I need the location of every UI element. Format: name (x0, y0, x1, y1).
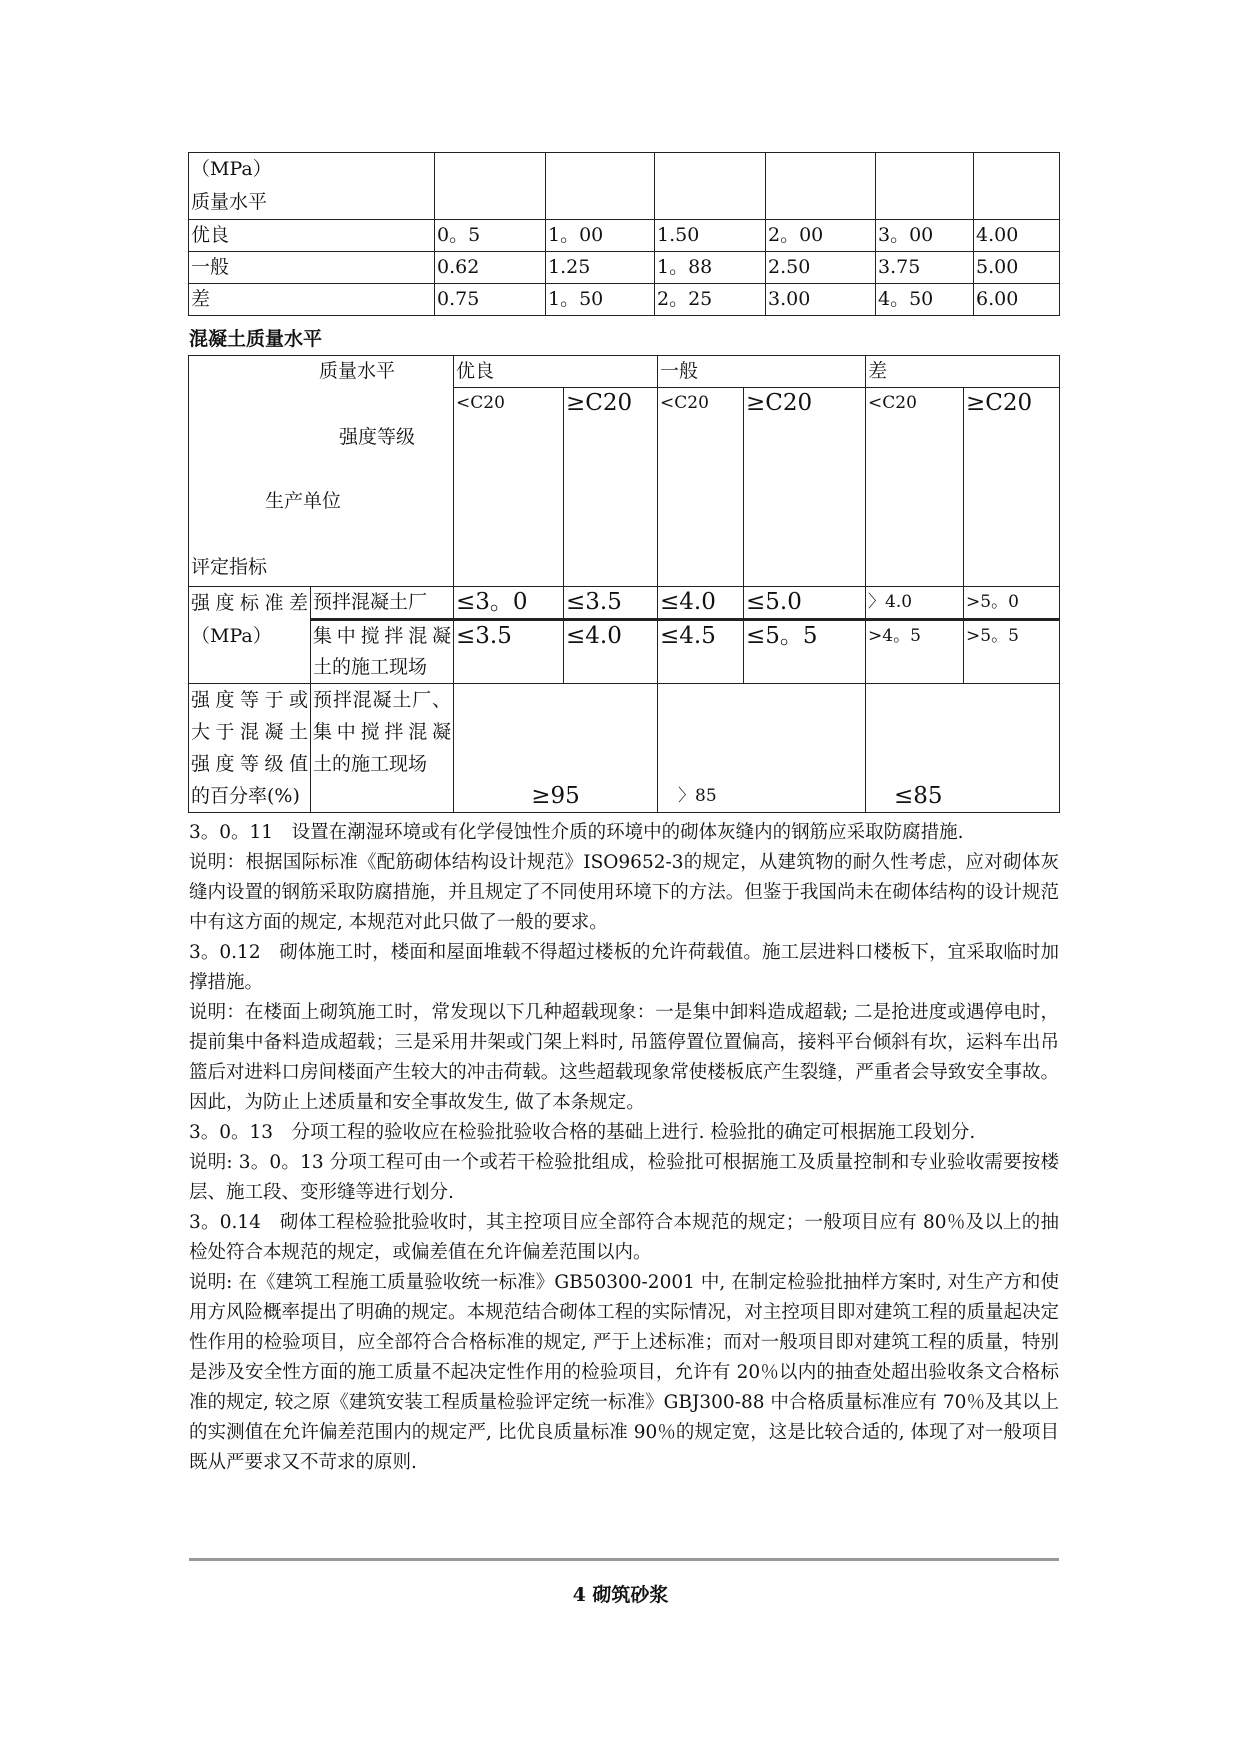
level-header: 一般 (658, 356, 866, 388)
rate-label-line: 大于混凝土 (191, 721, 308, 743)
note-3-0-14: 说明: 在《建筑工程施工质量验收统一标准》GB50300-2001 中, 在制定检验批抽样方案时, 对生产方和使用方风险概率提出了明确的规定。本规范结合砌体工程的实际情况，对主控项目即对建筑工程的质量起决定性作用的检验项目，应全部符合合格标准的规定, 严于上述标准；而对一般项目即对建筑工程的质量，特别是涉及安全性方面的施工质量不起决定性作用的检验项目，允许有 20％以内的抽查处超出验收条文合格标准的规定, 较之原《建筑安装工程质量检验评定统一标准》GBJ300-88 中合格质量标准应有 70％及其以上的实测值在允许偏差范围内的规定严, 比优良质量标准 90％的规定宽，这是比较合适的, 体现了对一般项目既从严要求又不苛求的原则. (189, 1272, 1059, 1473)
clause-3-0-12: 3。0.12 砌体施工时，楼面和屋面堆载不得超过楼板的允许荷载值。施工层进料口楼板下，宜采取临时加撑措施。 (189, 942, 1059, 993)
table-cell: 0。5 (435, 220, 546, 252)
level-header: 优良 (454, 356, 658, 388)
table-cell: ≤5。5 (744, 620, 866, 684)
grade-header: ≥C20 (744, 388, 866, 587)
note-3-0-13: 说明: 3。0。13 分项工程可由一个或若干检验批组成，检验批可根据施工及质量控制和专业验收需要按楼层、施工段、变形缝等进行划分. (189, 1152, 1059, 1203)
level-header: 差 (866, 356, 1060, 388)
table-cell (974, 153, 1060, 220)
row-label: 一般 (189, 252, 435, 284)
table-cell: 0.75 (435, 284, 546, 316)
rate-label-line: 强度等于或 (191, 689, 308, 711)
producer-label-line: 集中搅拌混凝 (313, 625, 451, 647)
rate-producer-line: 土的施工现场 (313, 753, 428, 775)
table-cell: 5.00 (974, 252, 1060, 284)
rate-producer-cell (311, 684, 454, 813)
grade-header: ≥C20 (564, 388, 658, 587)
table-cell: 2.50 (766, 252, 876, 284)
table-row (189, 356, 1060, 388)
table-row (189, 620, 1060, 684)
table-cell: 2。00 (766, 220, 876, 252)
producer-label: 预拌混凝土厂 (311, 587, 454, 620)
table-cell: 0.62 (435, 252, 546, 284)
table-cell (435, 153, 546, 220)
table-cell: ≤3.5 (454, 620, 564, 684)
table-cell: 1.25 (546, 252, 655, 284)
body-text (189, 818, 1059, 1478)
table-cell: 1。50 (546, 284, 655, 316)
table-cell: 3.00 (766, 284, 876, 316)
corner-header-cell (189, 356, 454, 587)
std-dev-label: 强度标准差 (191, 592, 308, 614)
corner-index: 评定指标 (191, 556, 268, 578)
corner-strength-grade: 强度等级 (339, 426, 416, 448)
table-cell: ≤3.5 (564, 587, 658, 620)
producer-label-cell (311, 620, 454, 684)
grade-header: <C20 (658, 388, 744, 587)
table-cell: 〉4.0 (866, 587, 964, 620)
table-cell: ≤3。0 (454, 587, 564, 620)
row-label: 优良 (189, 220, 435, 252)
corner-producer: 生产单位 (265, 490, 342, 512)
table-cell: 2。25 (655, 284, 766, 316)
rate-label-line: 强度等级值 (191, 753, 308, 775)
table-title: 混凝土质量水平 (189, 328, 323, 350)
table-row (189, 220, 1060, 252)
section-divider (189, 1558, 1059, 1561)
clause-3-0-14: 3。0.14 砌体工程检验批验收时，其主控项目应全部符合本规范的规定；一般项目应有 80％及以上的抽检处符合本规范的规定，或偏差值在允许偏差范围以内。 (189, 1212, 1059, 1263)
rate-producer-line: 集中搅拌混凝 (313, 721, 451, 743)
clause-3-0-13: 3。0。13 分项工程的验收应在检验批验收合格的基础上进行. 检验批的确定可根据施工段划分. (189, 1122, 976, 1143)
corner-quality-level: 质量水平 (319, 360, 396, 382)
rate-producer-line: 预拌混凝土厂、 (313, 689, 451, 711)
table-row (189, 587, 1060, 620)
rate-value-cell: ≥95 (454, 684, 658, 813)
table-cell: 1。00 (546, 220, 655, 252)
table1-header-quality: 质量水平 (191, 191, 268, 213)
note-3-0-12: 说明：在楼面上砌筑施工时，常发现以下几种超载现象：一是集中卸料造成超载; 二是抢进度或遇停电时，提前集中备料造成超载；三是采用井架或门架上料时, 吊篮停置位置偏高，接料平台倾斜有坎，运料车出吊篮后对进料口房间楼面产生较大的冲击荷载。这些超载现象常使楼板底产生裂缝，严重者会导致安全事故。因此，为防止上述质量和安全事故发生, 做了本条规定。 (189, 1002, 1059, 1113)
table-cell: ≤4.0 (658, 587, 744, 620)
table1-header-unit: （MPa） (191, 158, 272, 180)
table-cell: 4。50 (876, 284, 974, 316)
table-row (189, 252, 1060, 284)
table-cell: >4。5 (866, 620, 964, 684)
table-cell: 3。00 (876, 220, 974, 252)
chapter-title: 4 砌筑砂浆 (572, 1584, 669, 1606)
table-cell (655, 153, 766, 220)
table-cell: ≤4.0 (564, 620, 658, 684)
concrete-std-table (188, 152, 1060, 316)
table-row (189, 284, 1060, 316)
table-row (189, 153, 1060, 220)
std-dev-unit: （MPa） (191, 625, 272, 647)
row-label: 差 (189, 284, 435, 316)
table-cell (876, 153, 974, 220)
table-cell: 3.75 (876, 252, 974, 284)
table-row (189, 684, 1060, 813)
note-3-0-11: 说明：根据国际标准《配筋砌体结构设计规范》ISO9652-3的规定，从建筑物的耐久性考虑，应对砌体灰缝内设置的钢筋采取防腐措施，并且规定了不同使用环境下的方法。但鉴于我国尚未在砌体结构的设计规范中有这方面的规定, 本规范对此只做了一般的要求。 (189, 852, 1059, 933)
producer-label-line: 土的施工现场 (313, 656, 428, 678)
table-cell: ≤5.0 (744, 587, 866, 620)
rate-label-line: 的百分率(%) (191, 785, 300, 807)
table-cell: 4.00 (974, 220, 1060, 252)
table-cell: 1.50 (655, 220, 766, 252)
table-cell: 6.00 (974, 284, 1060, 316)
table-cell: >5。5 (964, 620, 1060, 684)
rate-value-cell: 〉85 (658, 684, 866, 813)
table-cell: >5。0 (964, 587, 1060, 620)
grade-header: <C20 (866, 388, 964, 587)
table-cell: 1。88 (655, 252, 766, 284)
rate-label-cell (189, 684, 311, 813)
rate-value-cell: ≤85 (866, 684, 1060, 813)
std-dev-label-cell (189, 587, 311, 684)
grade-header: ≥C20 (964, 388, 1060, 587)
clause-3-0-11: 3。0。11 设置在潮湿环境或有化学侵蚀性介质的环境中的砌体灰缝内的钢筋应采取防腐措施. (189, 822, 964, 843)
table-cell (546, 153, 655, 220)
table1-header-cell (189, 153, 435, 220)
table-cell (766, 153, 876, 220)
concrete-quality-table (188, 355, 1060, 813)
table-cell: ≤4.5 (658, 620, 744, 684)
grade-header: <C20 (454, 388, 564, 587)
